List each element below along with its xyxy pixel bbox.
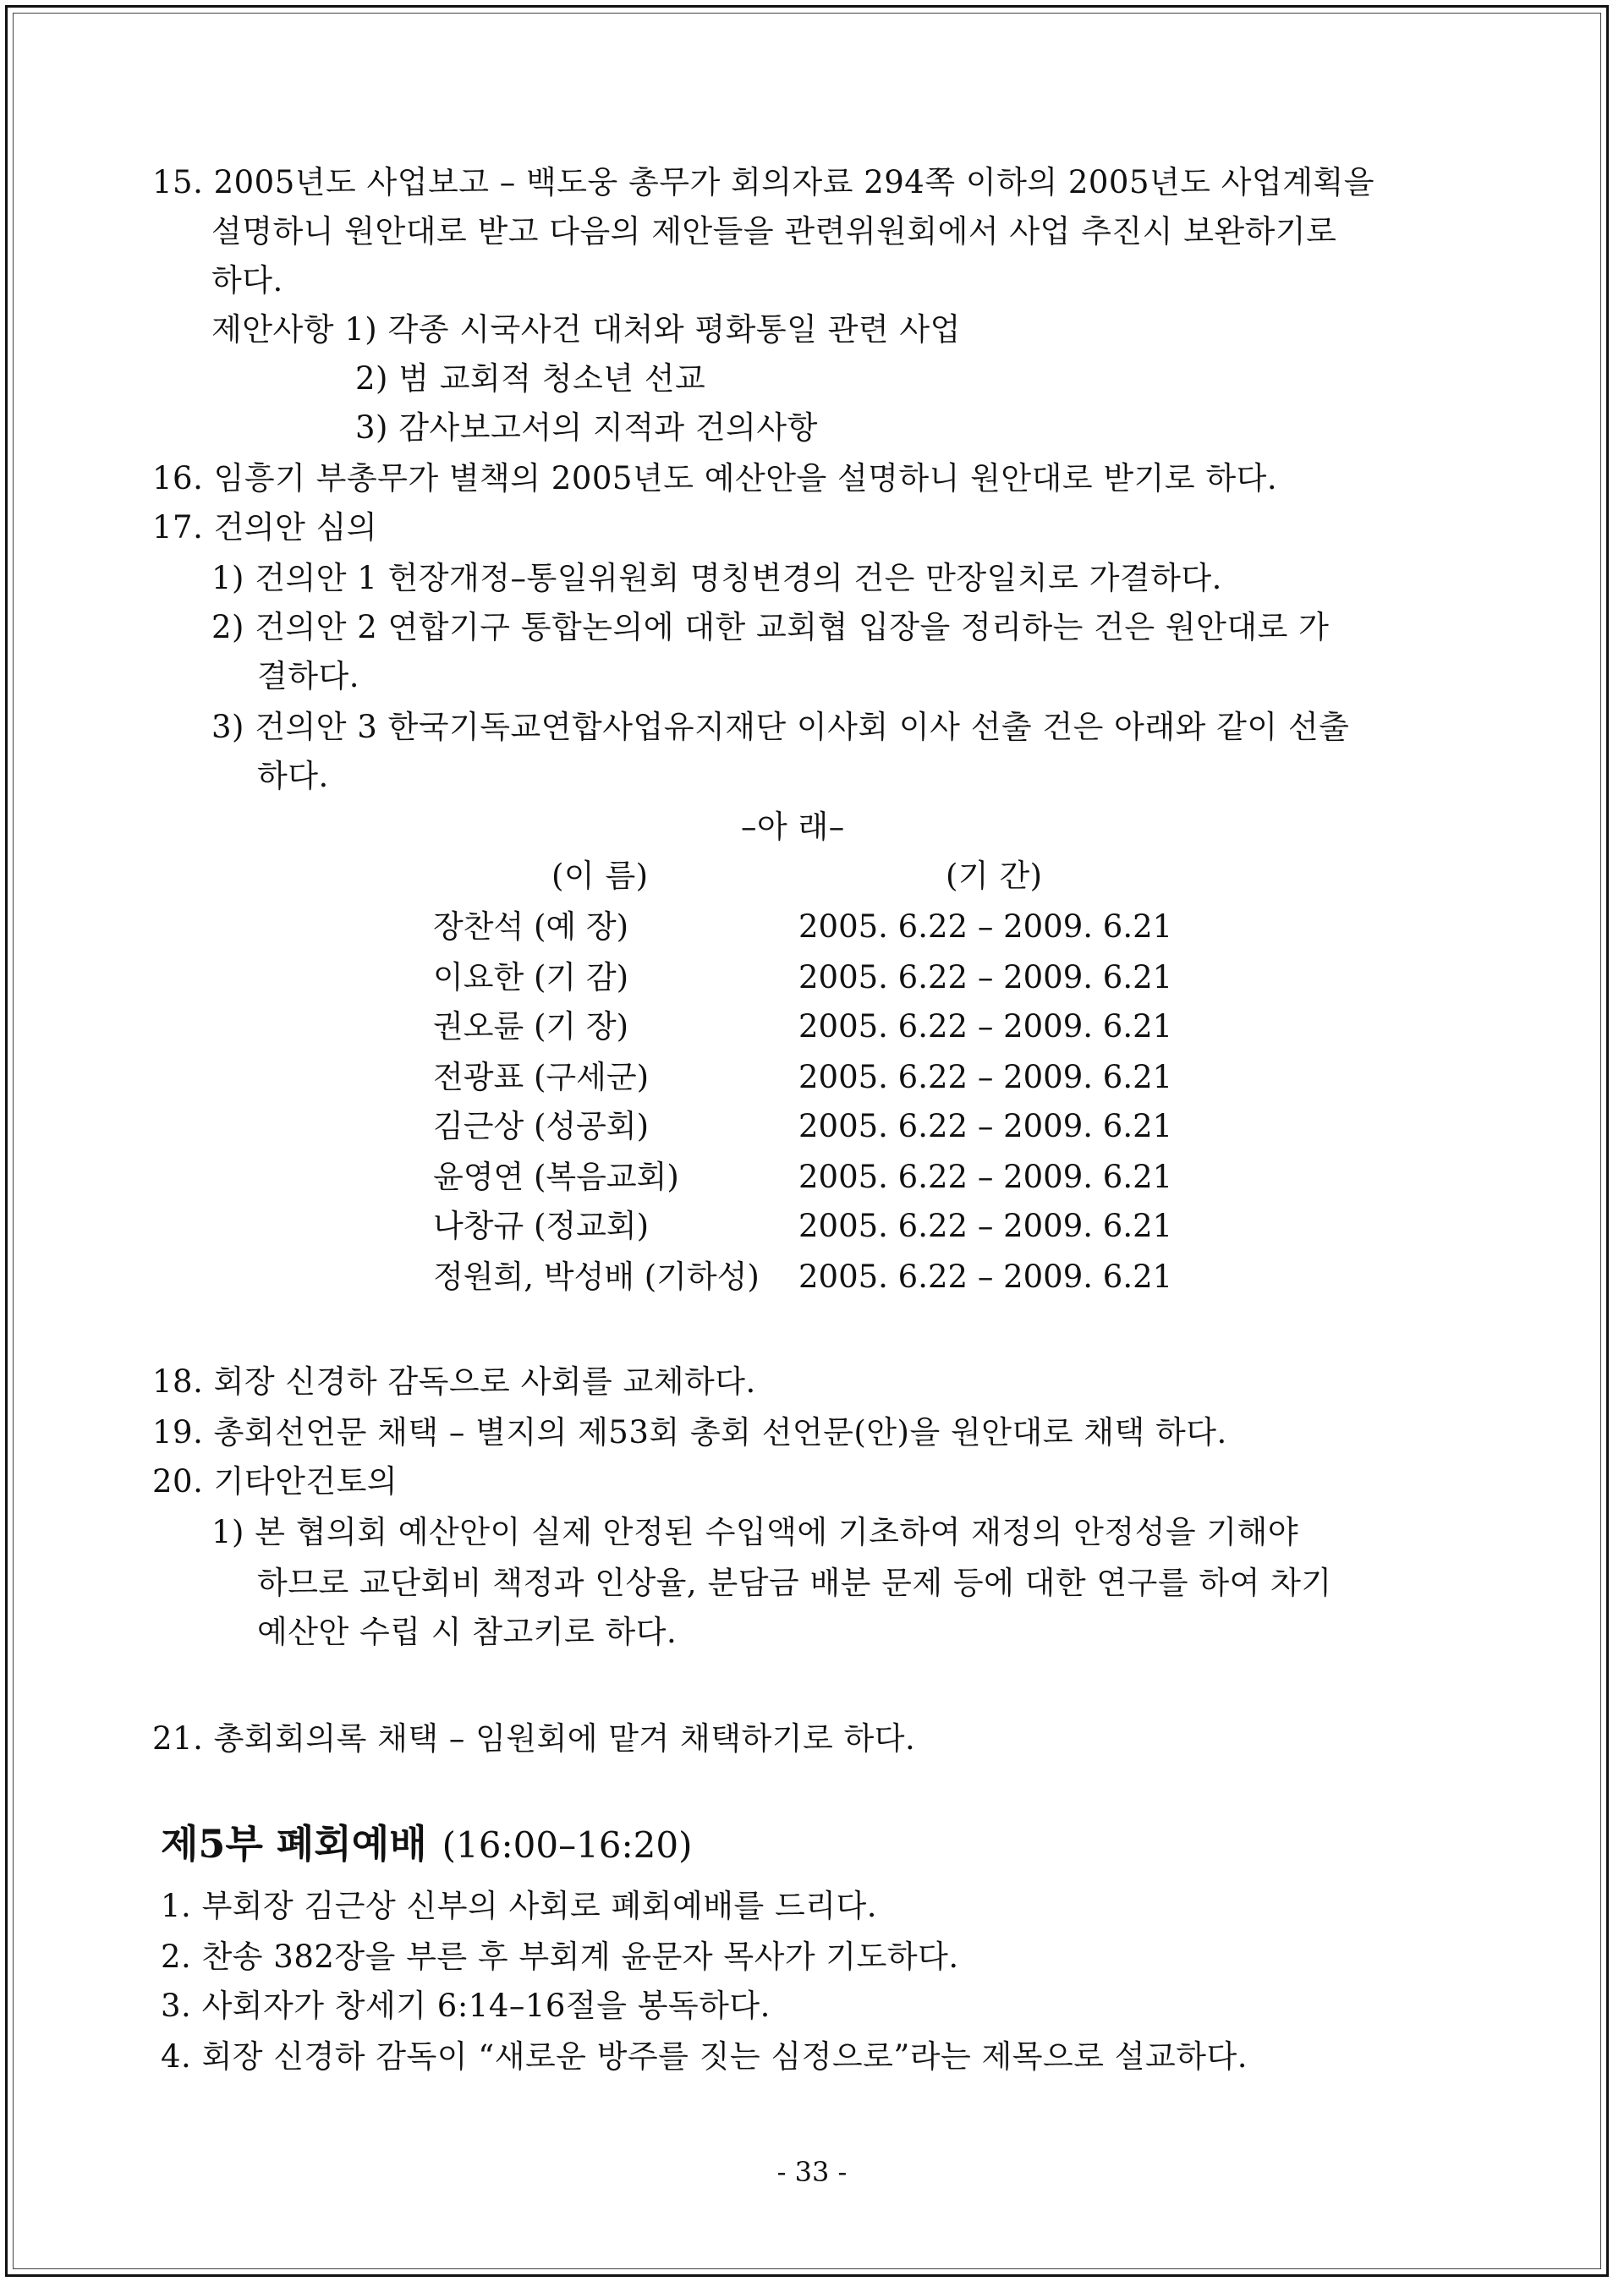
table-row-period: 2005. 6.22 – 2009. 6.21 <box>798 1159 1173 1195</box>
item17-sub3-line1: 3) 건의안 3 한국기독교연합사업유지재단 이사회 이사 선출 건은 아래와 같이 선출 <box>211 709 1350 745</box>
item21: 21. 총회회의록 채택 – 임원회에 맡겨 채택하기로 하다. <box>152 1720 916 1757</box>
table-row-period: 2005. 6.22 – 2009. 6.21 <box>798 1059 1173 1095</box>
item15-proposal-2: 2) 범 교회적 청소년 선교 <box>355 360 706 397</box>
table-row-name: 이요한 (기 감) <box>433 959 629 995</box>
item19: 19. 총회선언문 채택 – 별지의 제53회 총회 선언문(안)을 원안대로 채택 하다. <box>152 1414 1227 1451</box>
part5-title: 제5부 폐회예배 <box>161 1821 427 1867</box>
header-name: (이 름) <box>551 858 649 894</box>
part5-time: (16:00–16:20) <box>442 1824 693 1866</box>
table-row-period: 2005. 6.22 – 2009. 6.21 <box>798 1008 1173 1045</box>
item15-proposal-3: 3) 감사보고서의 지적과 건의사항 <box>355 409 818 446</box>
item15-proposal-1: 제안사항 1) 각종 시국사건 대처와 평화통일 관련 사업 <box>211 311 961 348</box>
item20-line3: 예산안 수립 시 참고키로 하다. <box>257 1614 678 1650</box>
table-row-name: 정원희, 박성배 (기하성) <box>433 1259 760 1295</box>
item17-sub1: 1) 건의안 1 헌장개정–통일위원회 명칭변경의 건은 만장일치로 가결하다. <box>211 560 1222 596</box>
item17-sub2-line2: 결하다. <box>257 658 359 694</box>
item17-sub2-line1: 2) 건의안 2 연합기구 통합논의에 대한 교회협 입장을 정리하는 건은 원안대로 가 <box>211 609 1330 645</box>
list-item: 2. 찬송 382장을 부른 후 부회계 윤문자 목사가 기도하다. <box>161 1939 959 1975</box>
table-row-name: 장찬석 (예 장) <box>433 908 629 945</box>
table-row-period: 2005. 6.22 – 2009. 6.21 <box>798 908 1173 945</box>
part5-heading <box>161 1820 693 1869</box>
table-row-period: 2005. 6.22 – 2009. 6.21 <box>798 1259 1173 1295</box>
table-row-period: 2005. 6.22 – 2009. 6.21 <box>798 1108 1173 1144</box>
item15-line3: 하다. <box>211 262 283 299</box>
item20-line1: 1) 본 협의회 예산안이 실제 안정된 수입액에 기초하여 재정의 안정성을 기해야 <box>211 1514 1299 1550</box>
table-row-name: 전광표 (구세군) <box>433 1059 650 1095</box>
table-row-period: 2005. 6.22 – 2009. 6.21 <box>798 1208 1173 1244</box>
item15-line1: 15. 2005년도 사업보고 – 백도웅 총무가 회의자료 294쪽 이하의 2005년도 사업계획을 <box>152 164 1374 200</box>
table-row-name: 권오륜 (기 장) <box>433 1008 629 1045</box>
item17-title: 17. 건의안 심의 <box>152 509 378 546</box>
list-item: 3. 사회자가 창세기 6:14–16절을 봉독하다. <box>161 1988 771 2024</box>
page-number: - 33 - <box>776 2156 848 2188</box>
item20-title: 20. 기타안건토의 <box>152 1463 398 1500</box>
list-item: 4. 회장 신경하 감독이 “새로운 방주를 짓는 심정으로”라는 제목으로 설교하다. <box>161 2038 1248 2075</box>
table-row-period: 2005. 6.22 – 2009. 6.21 <box>798 959 1173 995</box>
item20-line2: 하므로 교단회비 책정과 인상율, 분담금 배분 문제 등에 대한 연구를 하여 차기 <box>257 1565 1332 1601</box>
table-row-name: 김근상 (성공회) <box>433 1108 650 1144</box>
table-caption: –아 래– <box>741 809 845 845</box>
list-item: 1. 부회장 김근상 신부의 사회로 폐회예배를 드리다. <box>161 1888 877 1924</box>
table-row-name: 윤영연 (복음교회) <box>433 1159 679 1195</box>
item17-sub3-line2: 하다. <box>257 758 329 794</box>
item18: 18. 회장 신경하 감독으로 사회를 교체하다. <box>152 1363 756 1400</box>
table-row-name: 나창규 (정교회) <box>433 1208 650 1244</box>
item15-line2: 설명하니 원안대로 받고 다음의 제안들을 관련위원회에서 사업 추진시 보완하기로 <box>211 213 1337 250</box>
item16: 16. 임흥기 부총무가 별책의 2005년도 예산안을 설명하니 원안대로 받기로 하다. <box>152 460 1278 496</box>
header-period: (기 간) <box>946 858 1043 894</box>
